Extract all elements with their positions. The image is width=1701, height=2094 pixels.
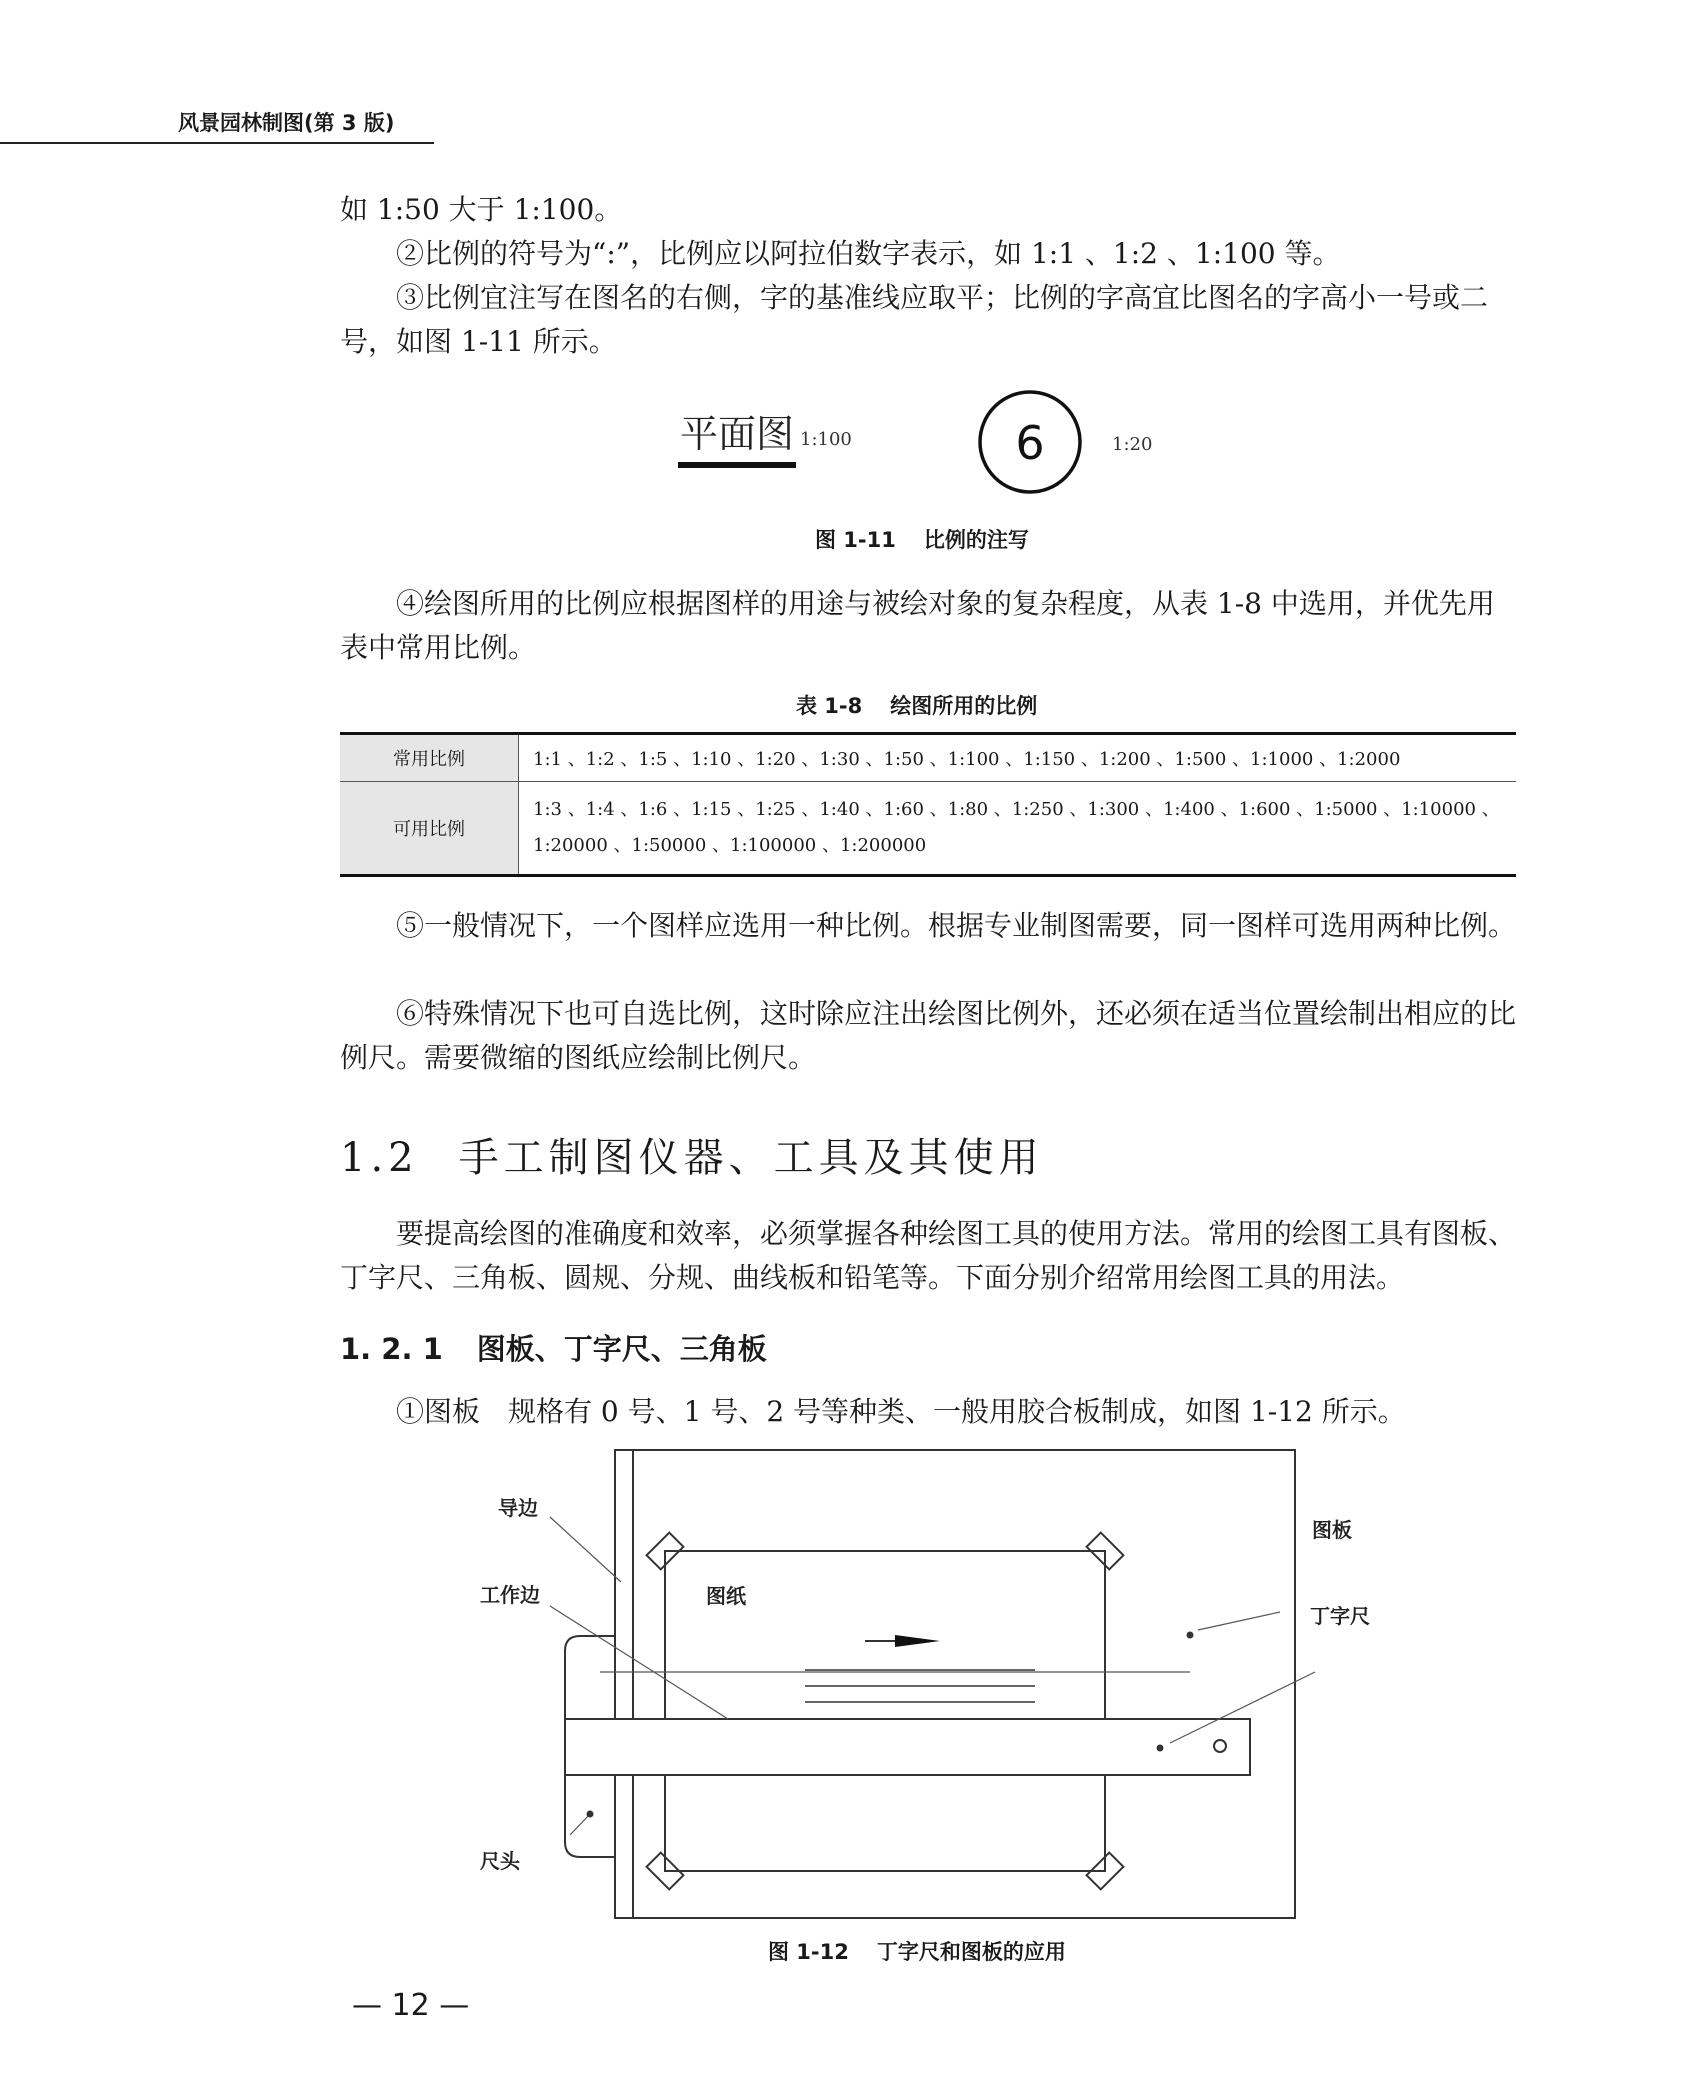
table-1-8-caption xyxy=(796,690,1065,720)
caption-label: 图 1-11 xyxy=(815,528,896,552)
leader-dot xyxy=(1187,1632,1194,1639)
paragraph: ⑤一般情况下，一个图样应选用一种比例。根据专业制图需要，同一图样可选用两种比例。 xyxy=(396,909,1517,942)
arrow-head xyxy=(895,1635,940,1647)
running-header: 风景园林制图(第 3 版) xyxy=(178,111,395,135)
paragraph: ⑥特殊情况下也可自选比例，这时除应注出绘图比例外，还必须在适当位置绘制出相应的比例尺。需要微缩的图纸应绘制比例尺。 xyxy=(340,997,1517,1074)
t-square-blade xyxy=(565,1719,1250,1775)
detail-scale: 1:20 xyxy=(1112,434,1153,455)
page-number: — 12 — xyxy=(352,1988,470,2023)
figure-1-11 xyxy=(650,380,1210,510)
label-working-edge: 工作边 xyxy=(480,1583,540,1607)
figure-plan-name: 平面图 xyxy=(680,412,795,456)
subsection-heading xyxy=(340,1327,767,1368)
table-label: 表 1-8 xyxy=(796,694,863,718)
paragraph: ④绘图所用的比例应根据图样的用途与被绘对象的复杂程度，从表 1-8 中选用，并优先用表中常用比例。 xyxy=(340,587,1495,664)
subsection-number: 1. 2. 1 xyxy=(340,1332,443,1366)
ratio-table xyxy=(340,732,1516,877)
label-t-square: 丁字尺 xyxy=(1310,1604,1370,1628)
leader-dot xyxy=(587,1811,594,1818)
paragraph: ③比例宜注写在图名的右侧，字的基准线应取平；比例的字高宜比图名的字高小一号或二号，如图 1-11 所示。 xyxy=(340,281,1489,358)
label-ruler-head: 尺头 xyxy=(480,1849,520,1873)
label-guide-edge: 导边 xyxy=(498,1496,538,1520)
row-header: 可用比例 xyxy=(340,782,519,876)
row-values: 1:1 、1:2 、1:5 、1:10 、1:20 、1:30 、1:50 、1:100 、1:150 、1:200 、1:500 、1:1000 、1:2000 xyxy=(519,734,1517,782)
section-number: 1.2 xyxy=(340,1135,419,1181)
table-row xyxy=(340,782,1516,876)
figure-1-11-caption xyxy=(815,524,1057,554)
label-board: 图板 xyxy=(1312,1518,1352,1542)
figure-1-12-caption xyxy=(768,1936,1094,1966)
paragraph: 如 1:50 大于 1:100。 xyxy=(340,193,623,226)
row-values-line: 1:3 、1:4 、1:6 、1:15 、1:25 、1:40 、1:60 、1:80 、1:250 、1:300 、1:400 、1:600 、1:5000 、1:10000 、 xyxy=(533,799,1500,820)
row-values-line: 1:20000 、1:50000 、1:100000 、1:200000 xyxy=(533,835,927,856)
figure-1-12 xyxy=(470,1440,1400,1930)
row-values xyxy=(519,782,1517,876)
header-rule xyxy=(0,142,434,144)
subsection-title: 图板、丁字尺、三角板 xyxy=(476,1332,767,1366)
caption-title: 比例的注写 xyxy=(923,528,1029,552)
paragraph: 要提高绘图的准确度和效率，必须掌握各种绘图工具的使用方法。常用的绘图工具有图板、丁字尺、三角板、圆规、分规、曲线板和铅笔等。下面分别介绍常用绘图工具的用法。 xyxy=(340,1217,1517,1294)
drawing-board xyxy=(615,1450,1295,1918)
table-title: 绘图所用的比例 xyxy=(890,694,1038,718)
row-header: 常用比例 xyxy=(340,734,519,782)
leader-dot xyxy=(1157,1745,1164,1752)
figure-plan-scale: 1:100 xyxy=(800,429,852,450)
caption-title: 丁字尺和图板的应用 xyxy=(876,1940,1066,1964)
paragraph: ②比例的符号为“:”，比例应以阿拉伯数字表示，如 1:1 、1:2 、1:100 等。 xyxy=(396,237,1341,270)
detail-number: 6 xyxy=(1015,416,1045,470)
paragraph: ①图板 规格有 0 号、1 号、2 号等种类、一般用胶合板制成，如图 1-12 所示。 xyxy=(396,1395,1406,1428)
table-row xyxy=(340,734,1516,782)
caption-label: 图 1-12 xyxy=(768,1940,849,1964)
section-heading xyxy=(340,1126,1044,1183)
label-paper: 图纸 xyxy=(706,1584,746,1608)
section-title: 手工制图仪器、工具及其使用 xyxy=(458,1135,1044,1181)
